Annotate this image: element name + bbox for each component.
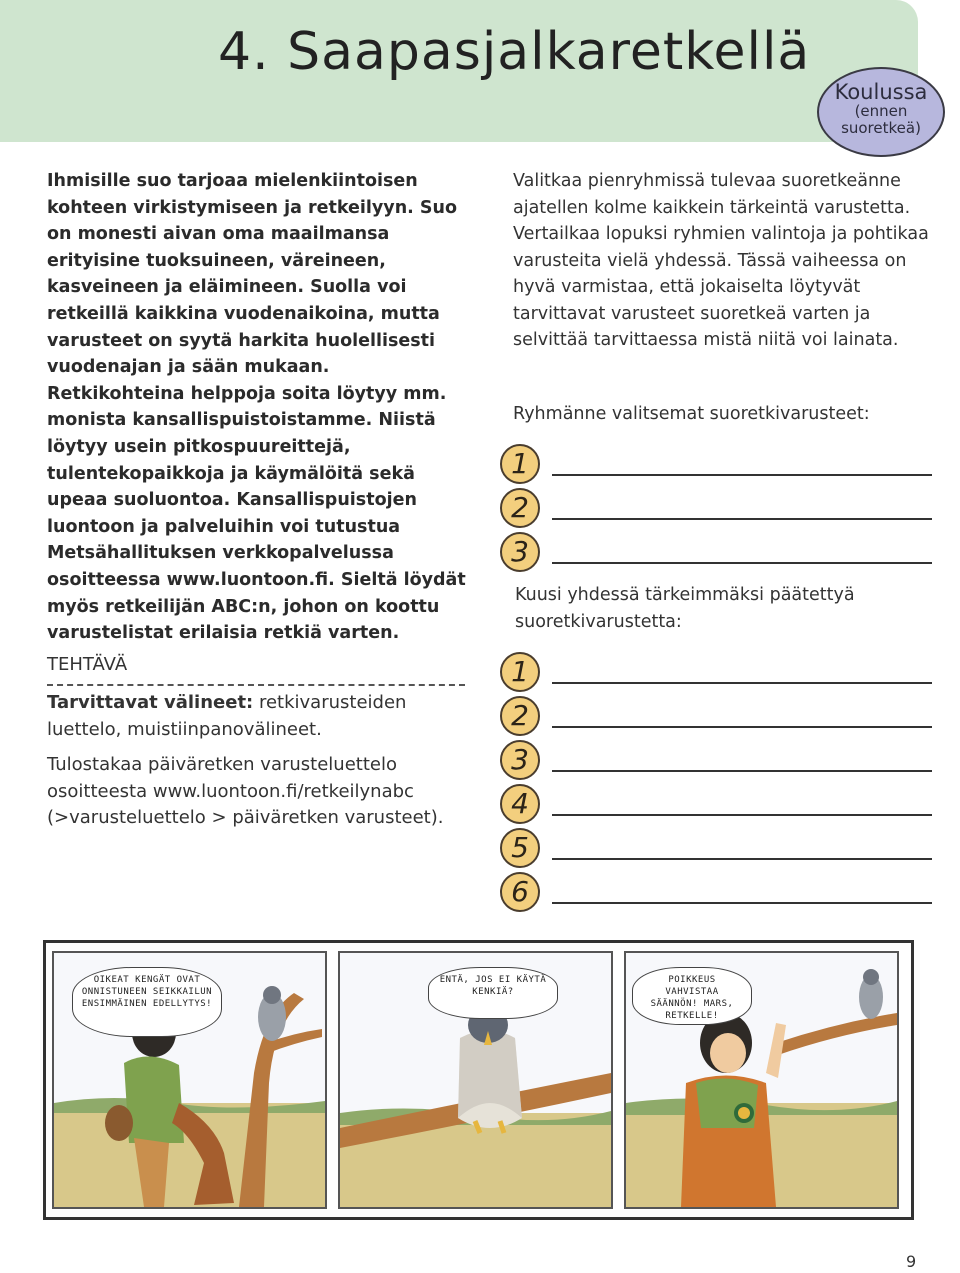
tools-label: Tarvittavat välineet:	[47, 692, 254, 713]
number-circle: 1	[500, 444, 540, 484]
answer-line[interactable]	[552, 814, 932, 816]
task-heading: TEHTÄVÄ	[47, 654, 128, 675]
number-circle: 2	[500, 488, 540, 528]
tools-text: retkivarusteiden luettelo, muistiinpanovälineet.	[47, 692, 407, 740]
six-answer-row-1	[500, 652, 932, 692]
group-answer-row-2	[500, 488, 932, 528]
speech-bubble-1: OIKEAT KENGÄT OVAT ONNISTUNEEN SEIKKAILUN ENSIMMÄINEN EDELLYTYS!	[72, 967, 222, 1037]
number-circle: 6	[500, 872, 540, 912]
comic-panel-3	[624, 951, 899, 1209]
six-list-label: Kuusi yhdessä tärkeimmäksi päätettyä suoretkivarustetta:	[515, 585, 855, 632]
badge-line-1: Koulussa	[834, 80, 928, 104]
number-circle: 2	[500, 696, 540, 736]
comic-panel-1	[52, 951, 327, 1209]
speech-bubble-2: ENTÄ, JOS EI KÄYTÄ KENKIÄ?	[428, 967, 558, 1019]
number-circle: 3	[500, 532, 540, 572]
speech-bubble-3: POIKKEUS VAHVISTAA SÄÄNNÖN! MARS, RETKELLE!	[632, 967, 752, 1025]
answer-line[interactable]	[552, 902, 932, 904]
answer-line[interactable]	[552, 682, 932, 684]
comic-strip	[43, 940, 914, 1220]
number-circle: 5	[500, 828, 540, 868]
group-list-label: Ryhmänne valitsemat suoretkivarusteet:	[513, 404, 870, 424]
answer-line[interactable]	[552, 518, 932, 520]
task-print-paragraph: Tulostakaa päiväretken varusteluettelo osoitteesta www.luontoon.fi/retkeilynabc (>varusteluettelo > päiväretken varusteet).	[47, 754, 444, 829]
number-circle: 4	[500, 784, 540, 824]
answer-line[interactable]	[552, 562, 932, 564]
group-answer-row-1	[500, 444, 932, 484]
page-number: 9	[906, 1252, 917, 1271]
six-answer-row-3	[500, 740, 932, 780]
number-circle: 3	[500, 740, 540, 780]
answer-line[interactable]	[552, 726, 932, 728]
location-badge	[817, 67, 945, 157]
task-tools-paragraph	[47, 690, 467, 743]
six-answer-row-6	[500, 872, 932, 912]
six-answer-row-5	[500, 828, 932, 868]
instructions-paragraph: Valitkaa pienryhmissä tulevaa suoretkeänne ajatellen kolme kaikkein tärkeintä varustetta. Vertailkaa lopuksi ryhmien valintoja ja pohtikaa varusteita vielä yhdessä. Tässä vaiheessa on hyvä varmistaa, että jokaiselta löytyvät tarvittavat varusteet suoretkeä varten ja selvittää tarvittaessa mistä niitä voi lainata.	[513, 171, 929, 350]
six-answer-row-2	[500, 696, 932, 736]
number-circle: 1	[500, 652, 540, 692]
page-title: 4. Saapasjalkaretkellä	[218, 22, 811, 82]
badge-line-3: suoretkeä)	[841, 119, 921, 137]
group-answer-row-3	[500, 532, 932, 572]
answer-line[interactable]	[552, 858, 932, 860]
answer-line[interactable]	[552, 474, 932, 476]
answer-line[interactable]	[552, 770, 932, 772]
dashed-divider	[47, 684, 465, 686]
intro-paragraph: Ihmisille suo tarjoaa mielenkiintoisen kohteen virkistymiseen ja retkeilyyn. Suo on monesti aivan oma maailmansa erityisine tuoksuineen, väreineen, kasveineen ja eläimineen. Suolla voi retkeillä kaikkina vuodenaikoina, mutta varusteet on syytä harkita huolellisesti vuodenajan ja sään mukaan. Retkikohteina helppoja soita löytyy mm. monista kansallispuistoistamme. Niistä löytyy usein pitkospuureittejä, tulentekopaikkoja ja käymälöitä sekä upeaa suoluontoa. Kansallispuistojen luontoon ja palveluihin voi tutustua Metsähallituksen verkkopalvelussa osoitteessa www.luontoon.fi. Sieltä löydät myös retkeilijän ABC:n, johon on koottu varustelistat erilaisia retkiä varten.	[47, 171, 466, 644]
six-answer-row-4	[500, 784, 932, 824]
comic-panel-2	[338, 951, 613, 1209]
badge-line-2: (ennen	[854, 102, 908, 120]
